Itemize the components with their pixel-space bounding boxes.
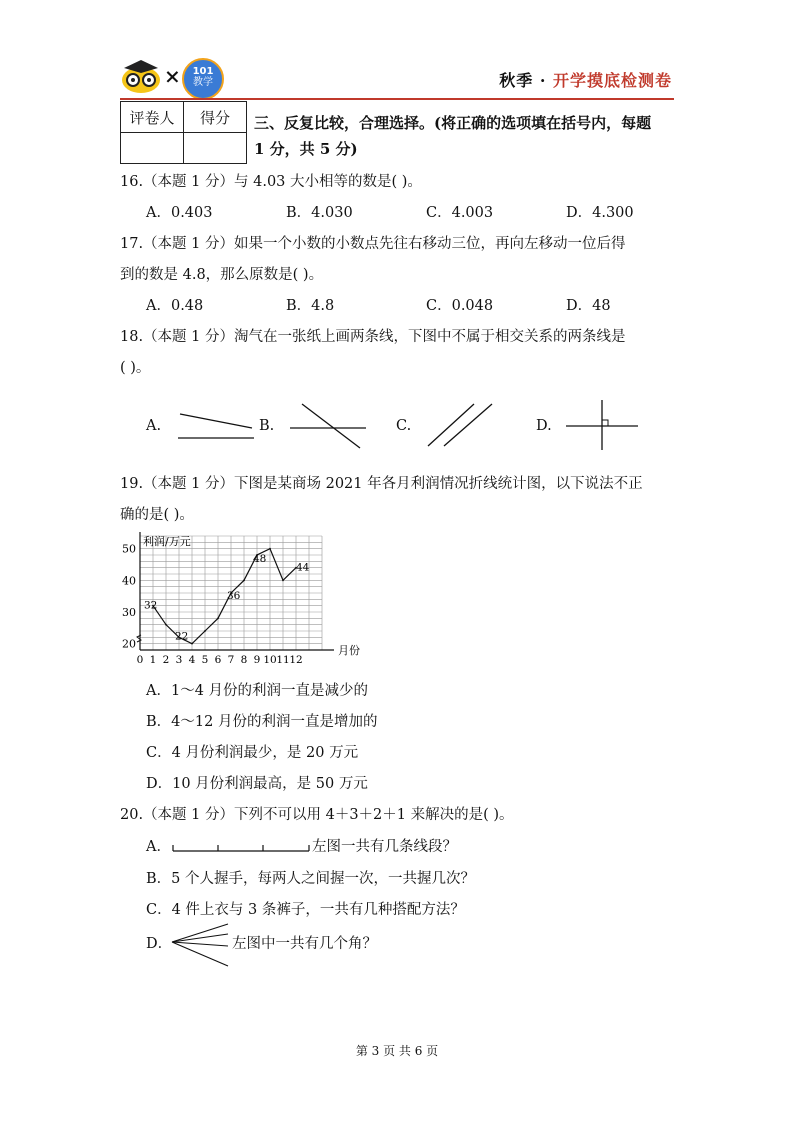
data-point: [204, 630, 206, 632]
q20-angle-figure: [170, 922, 232, 968]
x-axis-label: 月份: [338, 644, 360, 657]
data-point: [217, 617, 219, 619]
x-tick-label: 12: [289, 654, 303, 666]
x-tick-label: 10: [263, 654, 277, 666]
q19-option-b: B．4～12 月份的利润一直是增加的: [146, 714, 378, 730]
x-tick-label: 5: [201, 654, 209, 666]
q16-option-d: D．4.300: [566, 205, 634, 221]
data-label: 32: [144, 599, 158, 612]
q19-option-c: C．4 月份利润最少，是 20 万元: [146, 745, 359, 761]
q16-options: [146, 203, 706, 223]
x-tick-label: 3: [175, 654, 183, 666]
section-header: 三、反复比较，合理选择。(将正确的选项填在括号内，每题 1 分，共 5 分): [254, 114, 652, 158]
header: [0, 0, 794, 110]
data-label: 44: [296, 561, 310, 574]
y-tick-label: 50: [122, 542, 136, 556]
data-label: 36: [227, 590, 241, 602]
q17-stem-line1: 17.（本题 1 分）如果一个小数的小数点先往右移动三位，再向左移动一位后得: [120, 236, 626, 252]
x-tick-label: 4: [188, 654, 196, 666]
times-sign: ×: [164, 64, 181, 88]
data-point: [282, 579, 284, 581]
q18-option-a: A.: [146, 418, 162, 434]
y-axis-label: 利润/万元: [143, 535, 191, 548]
q18-figure-b: [288, 402, 368, 450]
q19-option-a: A．1～4 月份的利润一直是减少的: [146, 683, 369, 699]
profit-line-chart: [118, 530, 368, 670]
x-tick-label: 8: [240, 654, 248, 666]
reviewer-label: 评卷人: [121, 102, 184, 133]
reviewer-cell: [121, 133, 184, 164]
q20-option-a-text: 左图一共有几条线段？: [312, 839, 457, 855]
q17-option-c: C．0.048: [426, 298, 494, 314]
score-label: 得分: [184, 102, 247, 133]
q20-option-c: C．4 件上衣与 3 条裤子，一共有几种搭配方法？: [146, 902, 465, 918]
q18-option-b: B.: [259, 418, 275, 434]
q20-segment-figure: [172, 839, 310, 855]
q18-stem-line2: ( )。: [120, 360, 151, 376]
q17-options: [146, 296, 706, 316]
data-point: [191, 643, 193, 645]
y-tick-label: 20: [122, 637, 136, 651]
header-rule: [120, 98, 674, 100]
brand-logo-icon: 101 教学: [182, 58, 224, 100]
q16-stem: 16.（本题 1 分）与 4.03 大小相等的数是( )。: [120, 174, 422, 190]
x-tick-label: 0: [136, 654, 144, 666]
owl-logo-icon: [120, 58, 162, 94]
x-tick-label: 9: [253, 654, 261, 666]
x-tick-label: 2: [162, 654, 170, 666]
q19-stem-line1: 19.（本题 1 分）下图是某商场 2021 年各月利润情况折线统计图，以下说法不正: [120, 476, 643, 492]
x-tick-label: 7: [227, 654, 235, 666]
data-point: [269, 548, 271, 550]
q17-stem-line2: 到的数是 4.8，那么原数是( )。: [120, 267, 324, 283]
q18-figure-a: [174, 408, 258, 442]
x-tick-label: 6: [214, 654, 222, 666]
q16-option-b: B．4.030: [286, 205, 353, 221]
q19-option-d: D．10 月份利润最高，是 50 万元: [146, 776, 368, 792]
x-tick-label: 1: [149, 654, 157, 666]
q18-option-d: D.: [536, 418, 552, 434]
x-tick-label: 11: [276, 654, 290, 666]
data-label: 48: [253, 553, 267, 565]
q20-option-b: B．5 个人握手，每两人之间握一次，一共握几次？: [146, 871, 475, 887]
q16-option-c: C．4.003: [426, 205, 494, 221]
header-title: 秋季 · 开学摸底检测卷: [499, 71, 672, 90]
q20-option-a-label: A．: [146, 839, 171, 855]
data-point: [165, 624, 167, 626]
y-tick-label: 30: [122, 606, 136, 619]
q18-figure-c: [424, 402, 496, 448]
q20-option-d-label: D．: [146, 936, 173, 952]
score-cell: [184, 133, 247, 164]
score-table: [120, 101, 247, 164]
q18-stem-line1: 18.（本题 1 分）淘气在一张纸上画两条线，下图中不属于相交关系的两条线是: [120, 329, 626, 345]
data-label: 22: [175, 630, 189, 643]
q17-option-a: A．0.48: [146, 298, 204, 314]
q18-option-c: C.: [396, 418, 412, 434]
q19-stem-line2: 确的是( )。: [120, 507, 194, 523]
data-point: [243, 579, 245, 581]
q17-option-b: B．4.8: [286, 298, 335, 314]
q16-option-a: A．0.403: [146, 205, 213, 221]
y-tick-label: 40: [122, 574, 136, 588]
q18-figure-d: [564, 398, 640, 452]
q20-option-d-text: 左图中一共有几个角？: [232, 936, 377, 952]
page-footer: 第 3 页 共 6 页: [355, 1044, 439, 1058]
q20-stem: 20.（本题 1 分）下列不可以用 4＋3＋2＋1 来解决的是( )。: [120, 807, 514, 823]
q17-option-d: D．48: [566, 298, 611, 314]
